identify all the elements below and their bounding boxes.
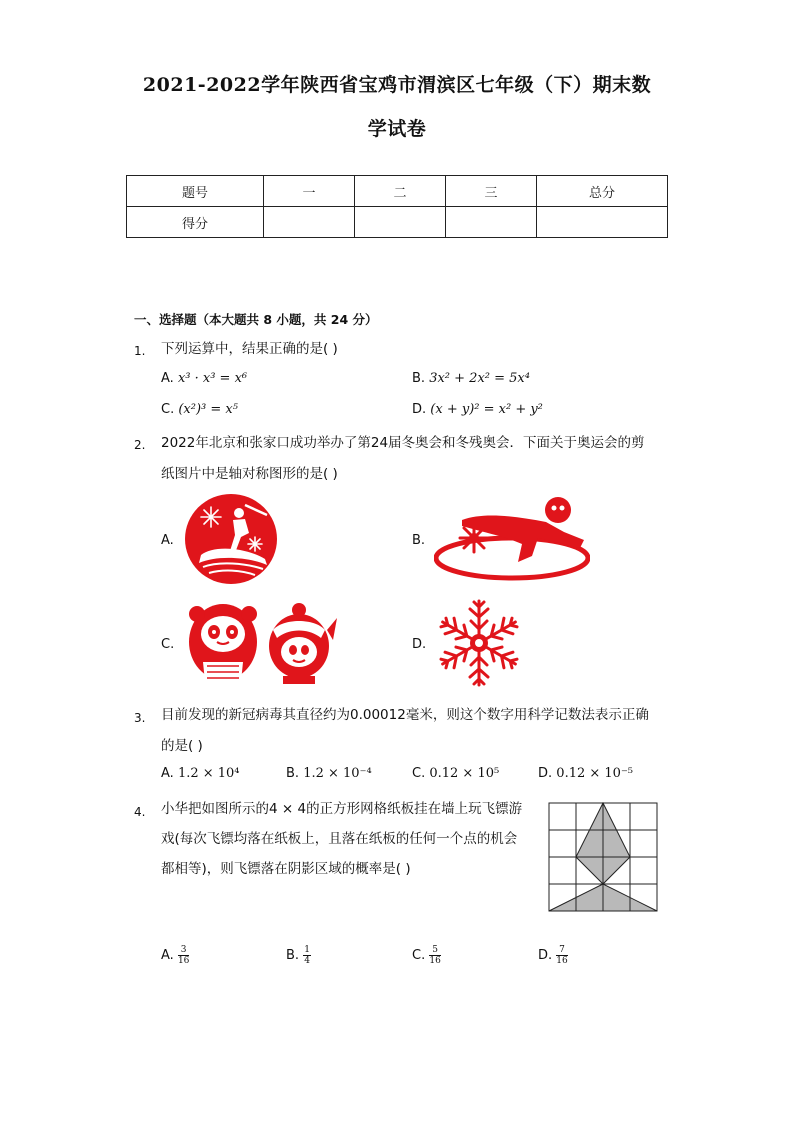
option-content: 1.2 × 10⁻⁴ xyxy=(303,766,372,781)
speed-skater-papercut-image xyxy=(434,490,590,582)
score-cell: 得分 xyxy=(127,207,264,238)
option-content: 0.12 × 10⁵ xyxy=(429,766,500,781)
option-label: C. xyxy=(412,766,426,781)
option-label: D. xyxy=(538,948,553,963)
option-label: B. xyxy=(412,533,426,548)
score-table-score-row xyxy=(127,207,668,238)
option-4D xyxy=(538,945,568,966)
option-1C xyxy=(161,402,238,417)
mascots-papercut-image xyxy=(183,600,339,688)
option-label: B. xyxy=(412,371,426,386)
option-content: 3x² + 2x² = 5x⁴ xyxy=(429,371,530,386)
option-label: C. xyxy=(161,402,175,417)
option-3A xyxy=(161,766,240,781)
option-content: (x + y)² = x² + y² xyxy=(430,402,543,417)
question-text-line2: 纸图片中是轴对称图形的是( ) xyxy=(161,466,338,482)
option-1D xyxy=(412,402,543,417)
question-text-line1: 目前发现的新冠病毒其直径约为0.00012毫米，则这个数字用科学记数法表示正确 xyxy=(161,707,649,723)
option-label: A. xyxy=(161,533,174,548)
score-cell: 题号 xyxy=(127,176,264,207)
option-4A xyxy=(161,945,189,966)
score-cell: 二 xyxy=(355,176,446,207)
option-label: D. xyxy=(538,766,553,781)
question-text-line1: 2022年北京和张家口成功举办了第24届冬奥会和冬残奥会．下面关于奥运会的剪 xyxy=(161,435,645,451)
score-table xyxy=(126,175,668,238)
option-label: D. xyxy=(412,402,427,417)
question-text: 下列运算中，结果正确的是( ) xyxy=(161,341,338,357)
option-4C xyxy=(412,945,441,966)
option-label: D. xyxy=(412,637,427,652)
fraction: $\frac{5}{16}$ xyxy=(429,945,441,966)
option-4B xyxy=(286,945,311,966)
option-content: x³ · x³ = x⁶ xyxy=(177,371,248,386)
option-label: C. xyxy=(412,948,426,963)
score-cell: 一 xyxy=(264,176,355,207)
score-cell xyxy=(264,207,355,238)
question-number: 4. xyxy=(134,805,146,819)
score-cell: 三 xyxy=(446,176,537,207)
option-label: A. xyxy=(161,948,174,963)
question-text-line3: 都相等)，则飞镖落在阴影区域的概率是( ) xyxy=(161,861,411,877)
page-title-line2: 学试卷 xyxy=(367,118,427,140)
skier-papercut-image xyxy=(183,493,279,585)
fraction: $\frac{7}{16}$ xyxy=(556,945,568,966)
question-number: 2. xyxy=(134,438,146,452)
fraction: $\frac{1}{4}$ xyxy=(304,945,310,966)
option-3C xyxy=(412,766,499,781)
option-1A xyxy=(161,371,247,386)
option-content: (x²)³ = x⁵ xyxy=(178,402,238,417)
question-text-line2: 戏(每次飞镖均落在纸板上，且落在纸板的任何一个点的机会 xyxy=(161,831,518,847)
option-label: A. xyxy=(161,766,174,781)
option-content: 0.12 × 10⁻⁵ xyxy=(556,766,634,781)
option-content: 1.2 × 10⁴ xyxy=(177,766,240,781)
question-number: 3. xyxy=(134,711,146,725)
score-cell xyxy=(355,207,446,238)
score-cell xyxy=(537,207,668,238)
section-heading: 一、选择题（本大题共 8 小题，共 24 分） xyxy=(134,312,378,327)
option-label: A. xyxy=(161,371,174,386)
fraction: $\frac{3}{16}$ xyxy=(177,945,190,966)
score-cell xyxy=(446,207,537,238)
option-label: B. xyxy=(286,766,300,781)
question-text-line1: 小华把如图所示的4 × 4的正方形网格纸板挂在墙上玩飞镖游 xyxy=(161,801,523,817)
score-table-header-row xyxy=(127,176,668,207)
page-title-line1: 2021-2022学年陕西省宝鸡市渭滨区七年级（下）期末数 xyxy=(142,74,652,96)
question-number: 1. xyxy=(134,344,146,358)
option-label: B. xyxy=(286,948,300,963)
option-3B xyxy=(286,766,372,781)
question-text-line2: 的是( ) xyxy=(161,738,203,754)
option-label: C. xyxy=(161,637,175,652)
dartboard-grid-figure xyxy=(548,802,660,914)
option-1B xyxy=(412,371,530,386)
score-cell: 总分 xyxy=(537,176,668,207)
option-3D xyxy=(538,766,633,781)
snowflake-papercut-image xyxy=(436,597,522,689)
